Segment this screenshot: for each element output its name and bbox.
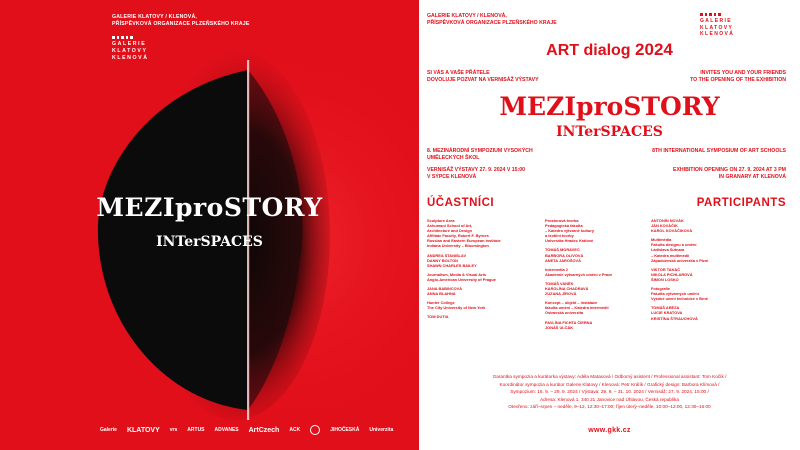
participant-line: JANA BABINCOVÁ: [427, 286, 463, 292]
poster-title: MEZIproSTORY: [96, 193, 323, 222]
participants-column-1: [427, 218, 545, 324]
participant-line: Ladislava Sutnara: [651, 247, 685, 253]
participant-group: [427, 218, 545, 249]
participant-line: ŠIMON LOSKO: [651, 276, 679, 282]
participant-line: Architecture and Design: [427, 228, 472, 234]
participant-line: Fotografie: [651, 286, 671, 292]
participant-group: [545, 281, 655, 296]
partner-logo: ArtCzech: [248, 426, 280, 434]
participant-line: Koncept – objekt – instalace: [545, 300, 598, 306]
participant-line: KAROLÍNA CHADRAVÁ: [545, 286, 589, 292]
participant-line: – Katedra výtvarné kultury: [545, 228, 594, 234]
participant-line: SHAWN CHARLES BAILEY: [427, 262, 477, 268]
participant-group: [427, 272, 545, 282]
participant-group: [651, 218, 751, 233]
partner-logo: ACK: [289, 427, 301, 433]
organizer-name: GALERIE KLATOVY / KLENOVÁ, PŘÍSPĚVKOVÁ ORGANIZACE PLZEŇSKÉHO KRAJE: [427, 13, 557, 26]
participant-line: Ashumani School of Art,: [427, 223, 473, 229]
participant-line: Fakulta výtvarných umění: [651, 291, 699, 297]
participant-group: [545, 247, 655, 262]
partner-logo: Galerie: [100, 427, 117, 433]
participant-line: BARBORA OLIVOVÁ: [545, 252, 584, 258]
participant-line: The City University of New York: [427, 305, 486, 311]
circle-logo-icon: [310, 425, 320, 435]
invitation-panel: [419, 0, 800, 450]
invite-text-en: INVITES YOU AND YOUR FRIENDS TO THE OPENING OF THE EXHIBITION: [690, 70, 786, 83]
participant-group: [651, 305, 751, 320]
participant-line: Russian and Eastern European Institute: [427, 238, 501, 244]
exhibition-subtitle: INTerSPACES: [556, 124, 663, 140]
participant-line: LUCIE KRATOVA: [651, 310, 683, 316]
participant-line: Hunter College: [427, 300, 455, 306]
symposium-info-cz: 8. MEZINÁRODNÍ SYMPOZIUM VYSOKÝCH UMĚLECKÝCH ŠKOL VERNISÁŽ VÝSTAVY 27. 9. 2024 V 15:00 V SÝPCE KLENOVÁ: [427, 148, 533, 180]
participant-line: VIKTOR TAKÁČ: [651, 266, 681, 272]
participants-heading-en: PARTICIPANTS: [696, 197, 786, 209]
partner-logos: [100, 425, 393, 435]
participant-line: ANETA JAROŠOVÁ: [545, 257, 581, 263]
participant-line: Journalism, Media & Visual Arts: [427, 271, 487, 277]
participant-group: [427, 300, 545, 310]
participant-group: [545, 300, 655, 315]
participant-group: [545, 267, 655, 277]
participant-group: [427, 253, 545, 268]
participant-line: a textilní tvorby: [545, 233, 574, 239]
participant-line: DANNY BOLTON: [427, 257, 458, 263]
participant-group: [651, 237, 751, 262]
participant-line: JÁN KOVÁČIK: [651, 223, 678, 229]
partner-logo: ARTUS: [187, 427, 205, 433]
participant-group: [427, 286, 545, 296]
symposium-info-en: 8TH INTERNATIONAL SYMPOSIUM OF ART SCHOOLS EXHIBITION OPENING ON 27. 9. 2024 AT 3 PM IN GRANARY AT KLENOVÁ: [652, 148, 786, 180]
participant-line: fakulta umění – Katedra intermédií: [545, 305, 609, 311]
participant-line: Ostravská univerzita: [545, 310, 584, 316]
participant-line: ANNA BLAHNA: [427, 291, 456, 297]
partner-logo: JIHOČESKÁ: [330, 427, 360, 433]
participant-line: TOMÁŠ MORAVEC: [545, 247, 580, 253]
invite-text-cz: SI VÁS A VAŠE PŘÁTELE DOVOLUJE POZVAT NA VERNISÁŽ VÝSTAVY: [427, 70, 539, 83]
partner-logo: KLATOVY: [126, 426, 160, 434]
participant-line: Anglo-American University of Prague: [427, 276, 496, 282]
participant-line: ANDREA STANISLAV: [427, 252, 467, 258]
participant-line: Západočeská univerzita v Plzni: [651, 257, 709, 263]
participant-line: KAROL KOVÁČIKOVÁ: [651, 228, 693, 234]
participant-group: [545, 320, 655, 330]
participant-line: Sculpture Area: [427, 218, 455, 223]
partner-logo: vrs: [169, 427, 178, 433]
participant-line: Indiana University – Bloomington: [427, 243, 489, 249]
credits: Garantka sympozia a kurátorka výstavy: Adéla Matasová / Odborný asistent / Professional assistant: Tom Kočík / Koordinátor sympozia a kurátor Galerie Klatovy / Klenová: Petr Králík / Grafický design: Barbora Klímová / Sympozium: 16. 9. – 29. 9. 2024 / Výstava: 29. 9. – 31. 10. 2024 / Vernisáž: 27. 9. 2024, 15:00 / Adresa: Klenová 1, 340 21 Janovice nad Úhlavou, Česká republika Otevřeno: září–srpen – neděle, 9–12, 12:30–17:00; říjen úterý–neděle, 10:00–12:00, 12:30–16:00: [492, 374, 727, 409]
participant-line: TOMÁŠ VANĚK: [545, 280, 574, 286]
gallery-logo: GALERIE KLATOVY KLENOVÁ: [700, 13, 734, 38]
event-name: ART dialog 2024: [546, 40, 673, 59]
exhibition-title: MEZIproSTORY: [499, 92, 720, 121]
participant-line: Intermedia 2: [545, 266, 568, 272]
participant-line: TOMÁŠ ARÉZA: [651, 305, 680, 311]
partner-logo: Univerzita: [369, 427, 394, 433]
participant-line: – Katedra multimédií: [651, 252, 690, 258]
participant-line: Pedagogická fakulta: [545, 223, 583, 229]
participant-line: ZUZANA JÍROVÁ: [545, 291, 577, 297]
participant-line: NIKOLA PICHLAROVÁ: [651, 271, 693, 277]
website-link[interactable]: www.gkk.cz: [588, 427, 631, 434]
participant-group: [651, 267, 751, 282]
participant-line: TOM DUTIA: [427, 314, 449, 320]
participant-line: Prostorová tvorba: [545, 218, 579, 223]
participant-line: JONÁŠ ULČÁK: [545, 324, 574, 330]
participant-line: PAVLÍNA FICHTA ČIERNA: [545, 319, 593, 325]
participant-group: [545, 218, 655, 243]
participant-line: ANTONÍN NOVÁK: [651, 218, 684, 223]
participants-column-3: [651, 218, 751, 325]
participants-column-2: [545, 218, 655, 334]
gallery-logo: GALERIE KLATOVY KLENOVÁ: [112, 36, 149, 63]
participant-group: [427, 314, 545, 319]
participant-line: Affiliate Faculty, Robert F. Byrnes: [427, 233, 489, 239]
participant-line: KRISTÍNA ŠTRAUCHOVÁ: [651, 315, 698, 321]
organizer-name: GALERIE KLATOVY / KLENOVÁ, PŘÍSPĚVKOVÁ ORGANIZACE PLZEŇSKÉHO KRAJE: [112, 14, 250, 27]
participant-line: Univerzita Hradec Králové: [545, 238, 594, 244]
participant-line: Akademie výtvarných umění v Praze: [545, 271, 613, 277]
participant-line: Multimédia: [651, 237, 672, 243]
participant-group: [651, 286, 751, 301]
poster-subtitle: INTerSPACES: [156, 234, 263, 250]
participants-heading-cz: ÚČASTNÍCI: [427, 197, 495, 209]
participant-line: Fakulta designu a umění: [651, 242, 697, 248]
partner-logo: ADVANES: [214, 427, 239, 433]
participant-line: Vysoké učení technické v Brně: [651, 296, 708, 302]
